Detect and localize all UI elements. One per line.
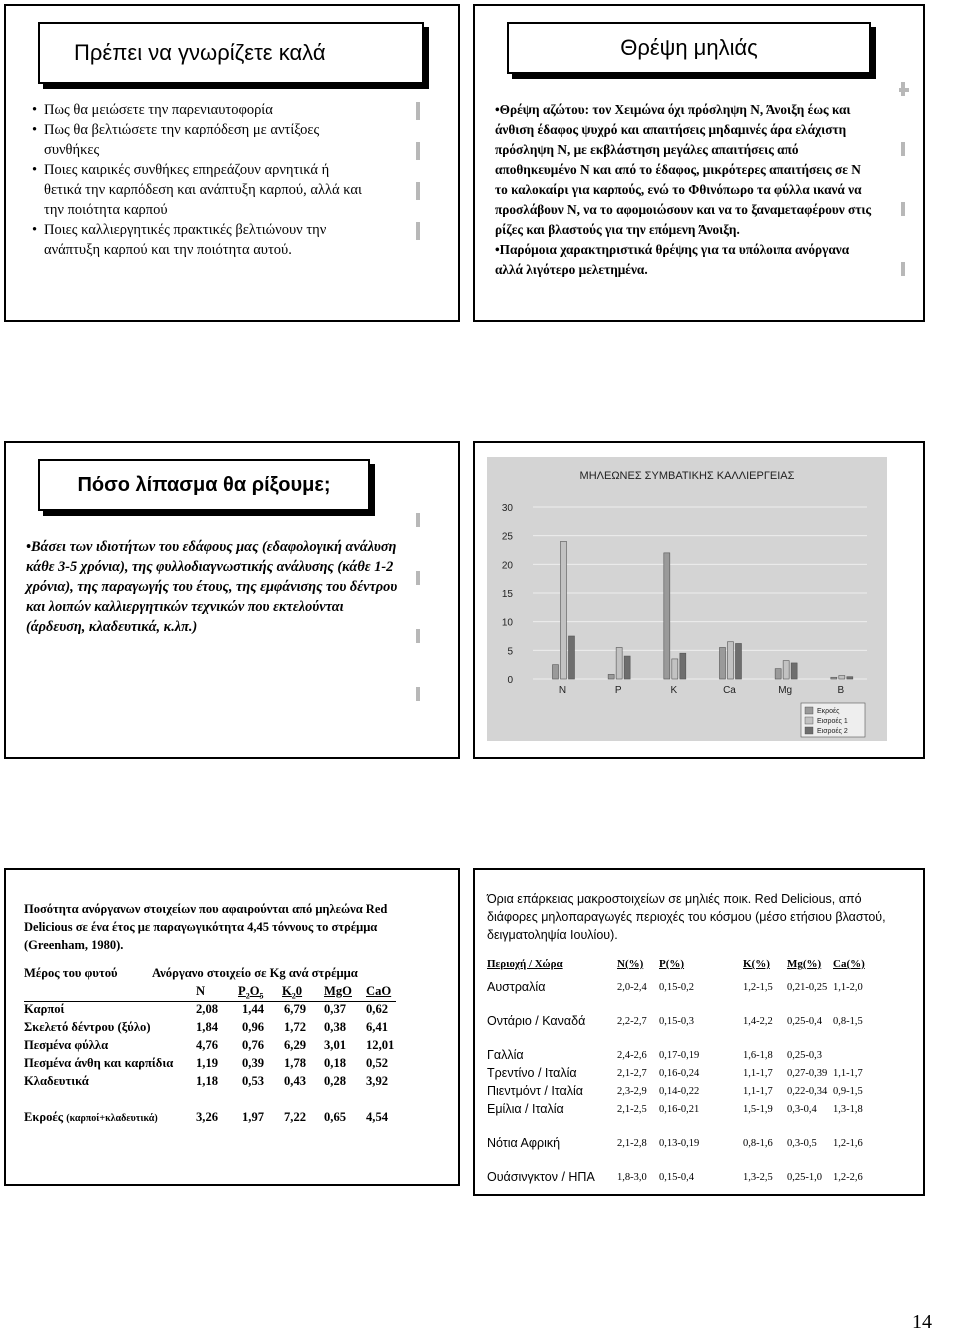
row-cell: 4,76 <box>196 1038 219 1052</box>
table-row <box>24 1002 444 1020</box>
chart-bar <box>831 677 837 679</box>
slide-4 <box>473 441 925 759</box>
row-cell: 6,41 <box>366 1020 389 1034</box>
row-cell: 2,08 <box>196 1002 219 1016</box>
chart-bar <box>839 676 845 679</box>
legend-label: Εισροές 2 <box>817 728 848 735</box>
chart-bar <box>680 653 686 679</box>
row-cell: 6,79 <box>284 1002 307 1016</box>
slide-1-title-box <box>38 22 424 84</box>
total-cell: 3,26 <box>196 1110 219 1124</box>
row-cell: 0,15-0,2 <box>659 982 694 993</box>
x-tick-label: P <box>614 685 622 696</box>
column-header: P(%) <box>659 958 685 970</box>
row-part: Πεσμένα φύλλα <box>24 1038 109 1052</box>
row-cell: 0,37 <box>324 1002 347 1016</box>
row-cell: 1,8-3,0 <box>617 1172 647 1183</box>
slide-1-deco-bar <box>416 222 420 240</box>
slide-6 <box>473 868 925 1196</box>
row-cell: 1,6-1,8 <box>743 1050 773 1061</box>
table-row <box>487 1084 917 1102</box>
slide-5 <box>4 868 460 1186</box>
chart-bar <box>672 659 678 679</box>
row-cell: 1,4-2,2 <box>743 1016 773 1027</box>
row-cell: 0,25-0,3 <box>787 1050 822 1061</box>
table-row <box>24 1020 444 1038</box>
row-cell: 2,0-2,4 <box>617 982 647 993</box>
total-cell: 4,54 <box>366 1110 389 1124</box>
total-cell: 1,97 <box>242 1110 265 1124</box>
row-region: Οντάριο / Καναδά <box>487 1014 586 1028</box>
row-region: Νότια Αφρική <box>487 1136 561 1150</box>
slide-3-paragraph: •Βάσει των ιδιοτήτων του εδάφους μας (εδαφολογική ανάλυση κάθε 3-5 χρόνια), της φυλλοδιαγνωστικής ανάλυσης (κάθε 1-2 χρόνια), της παραγωγής του έτους, της εμφάνισης του δέντρου και λοιπών καλλιεργητικών τεχνικών που εκτελούνται (άρδευση, κλαδευτικά, κ.λπ.) <box>26 539 398 635</box>
row-cell: 0,3-0,5 <box>787 1138 817 1149</box>
row-cell: 0,76 <box>242 1038 265 1052</box>
chart-bar <box>624 656 630 679</box>
row-cell: 0,96 <box>242 1020 265 1034</box>
row-part: Πεσμένα άνθη και καρπίδια <box>24 1056 174 1070</box>
table-header-row <box>487 958 917 980</box>
legend-label: Εισροές 1 <box>817 718 848 725</box>
table-row <box>24 1056 444 1074</box>
slide-2-deco-bar <box>901 142 905 156</box>
slide-6-table <box>487 958 917 1184</box>
column-header: K(%) <box>743 958 770 970</box>
row-part: Καρποί <box>24 1002 65 1016</box>
chart-background <box>487 457 887 741</box>
row-cell: 1,19 <box>196 1056 219 1070</box>
total-cell: 0,65 <box>324 1110 347 1124</box>
slide-1-bullet: • Ποιες καλλιεργητικές πρακτικές βελτιώνουν την ανάπτυξη καρπού και την ποιότητα αυτού. <box>32 220 362 260</box>
slide-1 <box>4 4 460 322</box>
column-header: Mg(%) <box>787 958 822 970</box>
slide-1-bullet-list <box>32 100 362 260</box>
row-cell: 0,15-0,3 <box>659 1016 694 1027</box>
slide-6-caption: Όρια επάρκειας μακροστοιχείων σε μηλιές ποικ. Red Delicious, από διάφορες μηλοπαραγωγές περιοχές του κόσμου (μέσο ετήσιου βλαστού, δειγματοληψία Ιουλίου). <box>487 892 886 942</box>
y-tick-label: 25 <box>501 531 513 543</box>
slide-3-deco-bar <box>416 629 420 643</box>
y-tick-label: 20 <box>501 560 513 572</box>
table-row <box>24 1038 444 1056</box>
table-row <box>487 1014 917 1032</box>
slide-2-paragraph: •Θρέψη αζώτου: τον Χειμώνα όχι πρόσληψη Ν, Άνοιξη έως και άνθιση έδαφος ψυχρό και απαιτήσεις μηδαμινές άρα ελάχιστη πρόσληψη Ν, με εκβλάστηση μεγάλες απαιτήσεις από αποθηκευμένο Ν και από το έδαφος, μικρότερες απαιτήσεις σε Ν το καλοκαίρι για καρπούς, ενώ το Φθινόπωρο τα φύλλα ικανά να προσλάβουν Ν, να το αφομοιώσουν και να το ξαναμεταφέρουν στις ρίζες και βλαστούς για την επόμενη Άνοιξη. <box>495 102 872 237</box>
row-cell: 0,62 <box>366 1002 389 1016</box>
x-tick-label: B <box>837 685 845 696</box>
row-cell: 2,2-2,7 <box>617 1016 647 1027</box>
row-region: Τρεντίνο / Ιταλία <box>487 1066 577 1080</box>
row-cell: 0,16-0,24 <box>659 1068 700 1079</box>
slide-1-deco-bar <box>416 182 420 200</box>
slide-3-title-box <box>38 459 370 511</box>
row-cell: 0,28 <box>324 1074 347 1088</box>
row-cell: 1,3-1,8 <box>833 1104 863 1115</box>
row-region: Εμίλια / Ιταλία <box>487 1102 564 1116</box>
row-cell: 0,53 <box>242 1074 265 1088</box>
chart-bar <box>727 642 733 679</box>
slide-2-body <box>495 100 875 280</box>
row-cell: 2,1-2,7 <box>617 1068 647 1079</box>
slide-1-title: Πρέπει να γνωρίζετε καλά <box>74 40 326 65</box>
row-cell: 0,17-0,19 <box>659 1050 700 1061</box>
row-cell: 2,3-2,9 <box>617 1086 647 1097</box>
row-cell: 1,5-1,9 <box>743 1104 773 1115</box>
chart-bar <box>791 663 797 679</box>
row-cell: 1,3-2,5 <box>743 1172 773 1183</box>
row-cell: 1,78 <box>284 1056 307 1070</box>
x-tick-label: Mg <box>778 685 793 696</box>
chart-bar <box>608 674 614 679</box>
table-row <box>487 1136 917 1154</box>
row-part: Κλαδευτικά <box>24 1074 89 1088</box>
slide-5-caption: Ποσότητα ανόργανων στοιχείων που αφαιρούνται από μηλεώνα Red Delicious σε ένα έτος με παραγωγικότητα 4,45 τόννους το στρέμμα (Greenham, 1980). <box>24 902 388 952</box>
column-header: Περιοχή / Χώρα <box>487 958 563 970</box>
row-cell: 1,2-2,6 <box>833 1172 863 1183</box>
y-tick-label: 5 <box>507 646 513 658</box>
total-label: Εκροές (καρποί+κλαδευτικά) <box>24 1110 158 1124</box>
header-cao: CaO <box>366 984 392 998</box>
chart-bar <box>735 643 741 679</box>
slide-2-deco-bar <box>901 262 905 276</box>
row-cell: 0,38 <box>324 1020 347 1034</box>
row-cell: 1,1-1,7 <box>743 1068 773 1079</box>
chart-bar <box>719 647 725 679</box>
row-cell: 0,43 <box>284 1074 307 1088</box>
slide-3-deco-bar <box>416 571 420 585</box>
row-region: Γαλλία <box>487 1048 524 1062</box>
row-cell: 0,25-1,0 <box>787 1172 822 1183</box>
slide-2-title: Θρέψη μηλιάς <box>620 35 758 60</box>
col-part-header: Μέρος του φυτού <box>24 966 118 980</box>
row-cell: 0,9-1,5 <box>833 1086 863 1097</box>
row-cell: 2,4-2,6 <box>617 1050 647 1061</box>
row-cell: 0,3-0,4 <box>787 1104 817 1115</box>
slide-2 <box>473 4 925 322</box>
row-cell: 0,13-0,19 <box>659 1138 700 1149</box>
row-cell: 0,27-0,39 <box>787 1068 828 1079</box>
slide-3-body <box>26 537 400 637</box>
row-cell: 0,21-0,25 <box>787 982 828 993</box>
row-cell: 0,39 <box>242 1056 265 1070</box>
table-row <box>487 1170 917 1188</box>
table-row <box>487 1066 917 1084</box>
slide-1-bullet: • Ποιες καιρικές συνθήκες επηρεάζουν αρνητικά ή θετικά την καρπόδεση και ανάπτυξη καρπού, αλλά και την ποιότητα καρπού <box>32 160 362 220</box>
row-cell: 2,1-2,5 <box>617 1104 647 1115</box>
row-cell: 3,01 <box>324 1038 347 1052</box>
row-cell: 6,29 <box>284 1038 307 1052</box>
slide-2-deco-bar <box>901 202 905 216</box>
slide-5-table <box>24 966 444 1128</box>
table-row <box>24 1074 444 1092</box>
bar-chart <box>487 457 887 741</box>
chart-bar <box>616 647 622 679</box>
table-rows <box>24 1002 444 1092</box>
chart-bar <box>568 636 574 679</box>
chart-bar <box>847 677 853 679</box>
row-cell: 1,84 <box>196 1020 219 1034</box>
table-row <box>487 1102 917 1120</box>
slide-1-bullet: • Πως θα μειώσετε την παρενιαυτοφορία <box>32 100 362 120</box>
table-group-header <box>24 966 444 984</box>
table-row <box>487 980 917 998</box>
table-total-row <box>24 1110 444 1128</box>
slide-3-deco-bar <box>416 687 420 701</box>
y-tick-label: 10 <box>501 617 513 629</box>
row-region: Πιεντμόντ / Ιταλία <box>487 1084 584 1098</box>
x-tick-label: N <box>558 685 567 696</box>
row-region: Αυστραλία <box>487 980 546 994</box>
chart-bar <box>560 541 566 679</box>
row-cell: 1,44 <box>242 1002 265 1016</box>
slide-1-deco-bar <box>416 102 420 120</box>
row-cell: 0,8-1,5 <box>833 1016 863 1027</box>
x-tick-label: Ca <box>723 685 736 696</box>
row-cell: 1,1-2,0 <box>833 982 863 993</box>
row-cell: 0,16-0,21 <box>659 1104 700 1115</box>
slide-1-deco-bar <box>416 142 420 160</box>
column-header: N(%) <box>617 958 644 970</box>
row-cell: 1,1-1,7 <box>743 1086 773 1097</box>
y-tick-label: 30 <box>501 503 513 514</box>
y-tick-label: 15 <box>501 589 513 600</box>
row-cell: 0,25-0,4 <box>787 1016 822 1027</box>
slide-1-bullet: • Πως θα βελτιώσετε την καρπόδεση με αντίξοες συνθήκες <box>32 120 362 160</box>
slide-2-deco-tick <box>899 88 909 92</box>
row-region: Ουάσινγκτον / ΗΠΑ <box>487 1170 595 1184</box>
chart-title: ΜΗΛΕΩΝΕΣ ΣΥΜΒΑΤΙΚΗΣ ΚΑΛΛΙΕΡΓΕΙΑΣ <box>579 470 795 482</box>
slide-3 <box>4 441 460 759</box>
y-tick-label: 0 <box>507 675 513 686</box>
row-cell: 12,01 <box>366 1038 395 1052</box>
column-header: Ca(%) <box>833 958 865 970</box>
col-group-header: Ανόργανο στοιχείο σε Kg ανά στρέμμα <box>152 966 358 980</box>
row-cell: 0,18 <box>324 1056 347 1070</box>
legend-swatch <box>805 717 813 724</box>
header-k2o: $K_20$ <box>282 984 303 1001</box>
slide-3-title: Πόσο λίπασμα θα ρίξουμε; <box>77 473 331 496</box>
row-cell: 1,2-1,5 <box>743 982 773 993</box>
legend-swatch <box>805 727 813 734</box>
legend-swatch <box>805 707 813 714</box>
header-p2o5: $P_2O_5$ <box>238 984 264 1001</box>
chart-bar <box>664 553 670 679</box>
header-n: N <box>196 984 206 998</box>
row-cell: 0,22-0,34 <box>787 1086 828 1097</box>
row-cell: 1,72 <box>284 1020 307 1034</box>
chart-bar <box>552 665 558 679</box>
row-cell: 0,15-0,4 <box>659 1172 694 1183</box>
row-cell: 3,92 <box>366 1074 389 1088</box>
table-row <box>487 1048 917 1066</box>
row-cell: 2,1-2,8 <box>617 1138 647 1149</box>
x-tick-label: K <box>670 685 678 696</box>
total-cell: 7,22 <box>284 1110 307 1124</box>
row-cell: 1,2-1,6 <box>833 1138 863 1149</box>
legend-label: Εκροές <box>817 708 840 715</box>
row-cell: 1,1-1,7 <box>833 1068 863 1079</box>
slide-2-paragraph: •Παρόμοια χαρακτηριστικά θρέψης για τα υπόλοιπα ανόργανα αλλά λιγότερο μελετημένα. <box>495 242 850 277</box>
slide-3-deco-bar <box>416 513 420 527</box>
header-mgo: MgO <box>324 984 352 998</box>
row-cell: 1,18 <box>196 1074 219 1088</box>
row-cell: 0,14-0,22 <box>659 1086 700 1097</box>
table-element-header <box>24 984 444 1002</box>
chart-bar <box>775 669 781 679</box>
slide-2-title-box <box>507 22 871 74</box>
row-cell: 0,8-1,6 <box>743 1138 773 1149</box>
row-part: Σκελετό δέντρου (ξύλο) <box>24 1020 151 1034</box>
chart-bar <box>783 661 789 679</box>
page-number: 14 <box>912 1311 932 1333</box>
row-cell: 0,52 <box>366 1056 389 1070</box>
